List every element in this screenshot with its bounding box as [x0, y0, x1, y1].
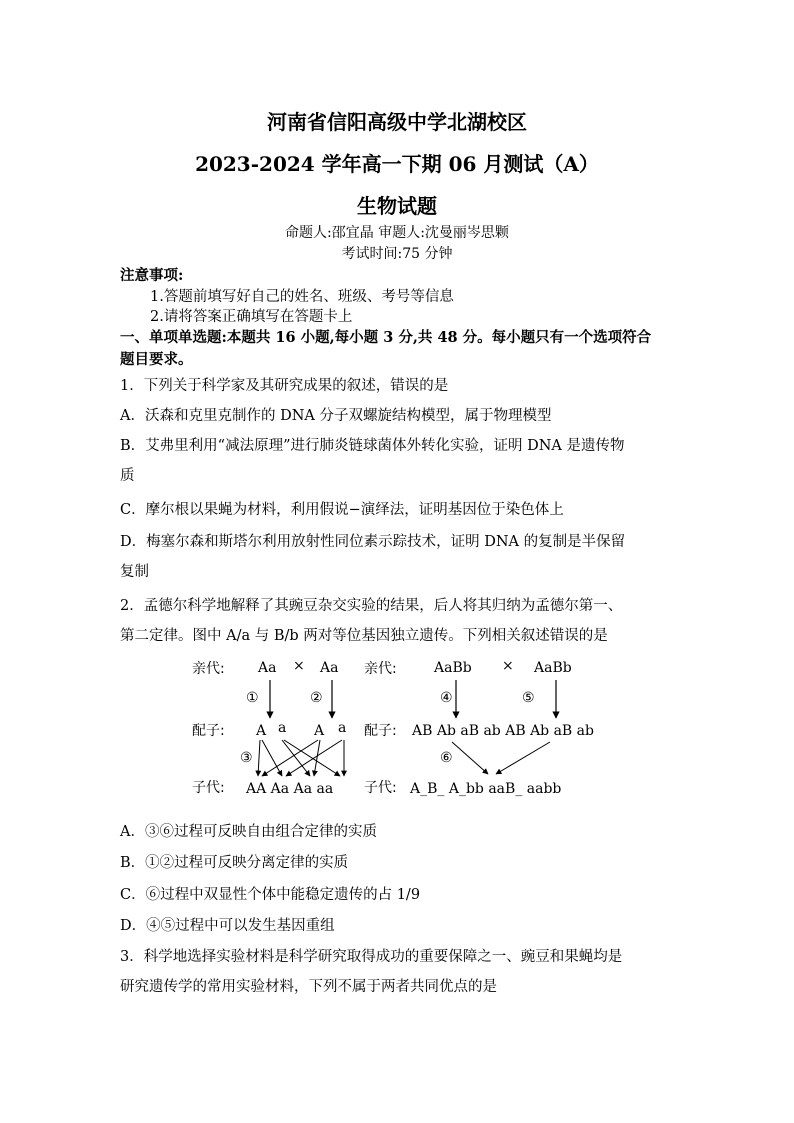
exam-time: 考试时间:75 分钟 [341, 246, 453, 262]
parent-label-left: 亲代: [192, 661, 225, 677]
section-heading-cont: 题目要求。 [120, 351, 193, 368]
left-gamete-A2: A [314, 723, 325, 739]
notes-title: 注意事项: [120, 267, 184, 284]
step-1-label: ① [246, 690, 259, 706]
subject-title: 生物试题 [357, 194, 437, 218]
right-parent-1: AaBb [434, 660, 472, 676]
question-2-stem-cont: 第二定律。图中 A/a 与 B/b 两对等位基因独立遗传。下列相关叙述错误的是 [120, 628, 608, 644]
step-3-label: ③ [240, 750, 253, 766]
left-parent-2: Aa [320, 660, 339, 676]
genetics-cross-diagram [190, 650, 610, 805]
right-gametes: AB Ab aB ab AB Ab aB ab [412, 723, 594, 739]
right-parent-2: AaBb [534, 660, 572, 676]
q1-option-b-cont: 质 [120, 468, 135, 484]
question-1-stem: 1．下列关于科学家及其研究成果的叙述，错误的是 [120, 378, 449, 394]
cross-sign-right: × [502, 658, 514, 674]
q1-option-d-cont: 复制 [120, 564, 149, 580]
left-gamete-a2: a [338, 720, 347, 736]
q2-option-b: B．①②过程可反映分离定律的实质 [120, 855, 349, 871]
q2-option-c: C．⑥过程中双显性个体中能稳定遗传的占 1/9 [120, 887, 421, 903]
step-4-label: ④ [440, 690, 453, 706]
note-item: 1.答题前填写好自己的姓名、班级、考号等信息 [150, 289, 454, 305]
left-gamete-A1: A [256, 723, 267, 739]
question-3-stem-cont: 研究遗传学的常用实验材料，下列不属于两者共同优点的是 [120, 979, 497, 995]
arrow-step-6a [452, 742, 488, 774]
q1-option-b: B．艾弗里利用“减法原理”进行肺炎链球菌体外转化实验，证明 DNA 是遗传物 [120, 438, 625, 454]
question-2-stem: 2．孟德尔科学地解释了其豌豆杂交实验的结果，后人将其归纳为孟德尔第一、 [120, 598, 623, 614]
step-6-label: ⑥ [440, 750, 453, 766]
cross-sign-left: × [293, 658, 305, 674]
question-3-stem: 3．科学地选择实验材料是科学研究取得成功的重要保障之一、豌豆和果蝇均是 [120, 949, 623, 965]
left-offspring: AA Aa Aa aa [246, 781, 334, 797]
step-2-label: ② [310, 690, 323, 706]
right-offspring: A_B_ A_bb aaB_ aabb [410, 781, 562, 797]
offspring-label-right: 子代: [364, 780, 397, 796]
authors-line: 命题人:邵宜晶 审题人:沈曼丽岑思颗 [285, 225, 509, 241]
q2-option-a: A．③⑥过程可反映自由组合定律的实质 [120, 824, 377, 840]
left-parent-1: Aa [258, 660, 277, 676]
exam-title: 2023-2024 学年高一下期 06 月测试（A） [195, 152, 599, 176]
gamete-label-right: 配子: [364, 723, 397, 739]
section-heading: 一、单项单选题:本题共 16 小题,每小题 3 分,共 48 分。每小题只有一个选项符合 [120, 329, 652, 346]
q1-option-c: C．摩尔根以果蝇为材料，利用假说−演绎法，证明基因位于染色体上 [120, 502, 564, 518]
parent-label-right: 亲代: [364, 661, 397, 677]
arrow-step-6b [496, 742, 550, 774]
school-title: 河南省信阳高级中学北湖校区 [267, 110, 527, 134]
step-5-label: ⑤ [522, 690, 535, 706]
q2-option-d: D．④⑤过程中可以发生基因重组 [120, 918, 335, 934]
note-item: 2.请将答案正确填写在答题卡上 [150, 309, 353, 325]
offspring-label-left: 子代: [192, 780, 225, 796]
gamete-label-left: 配子: [192, 723, 225, 739]
q1-option-a: A．沃森和克里克制作的 DNA 分子双螺旋结构模型，属于物理模型 [120, 408, 552, 424]
q1-option-d: D．梅塞尔森和斯塔尔利用放射性同位素示踪技术，证明 DNA 的复制是半保留 [120, 534, 626, 550]
left-gamete-a1: a [278, 720, 287, 736]
